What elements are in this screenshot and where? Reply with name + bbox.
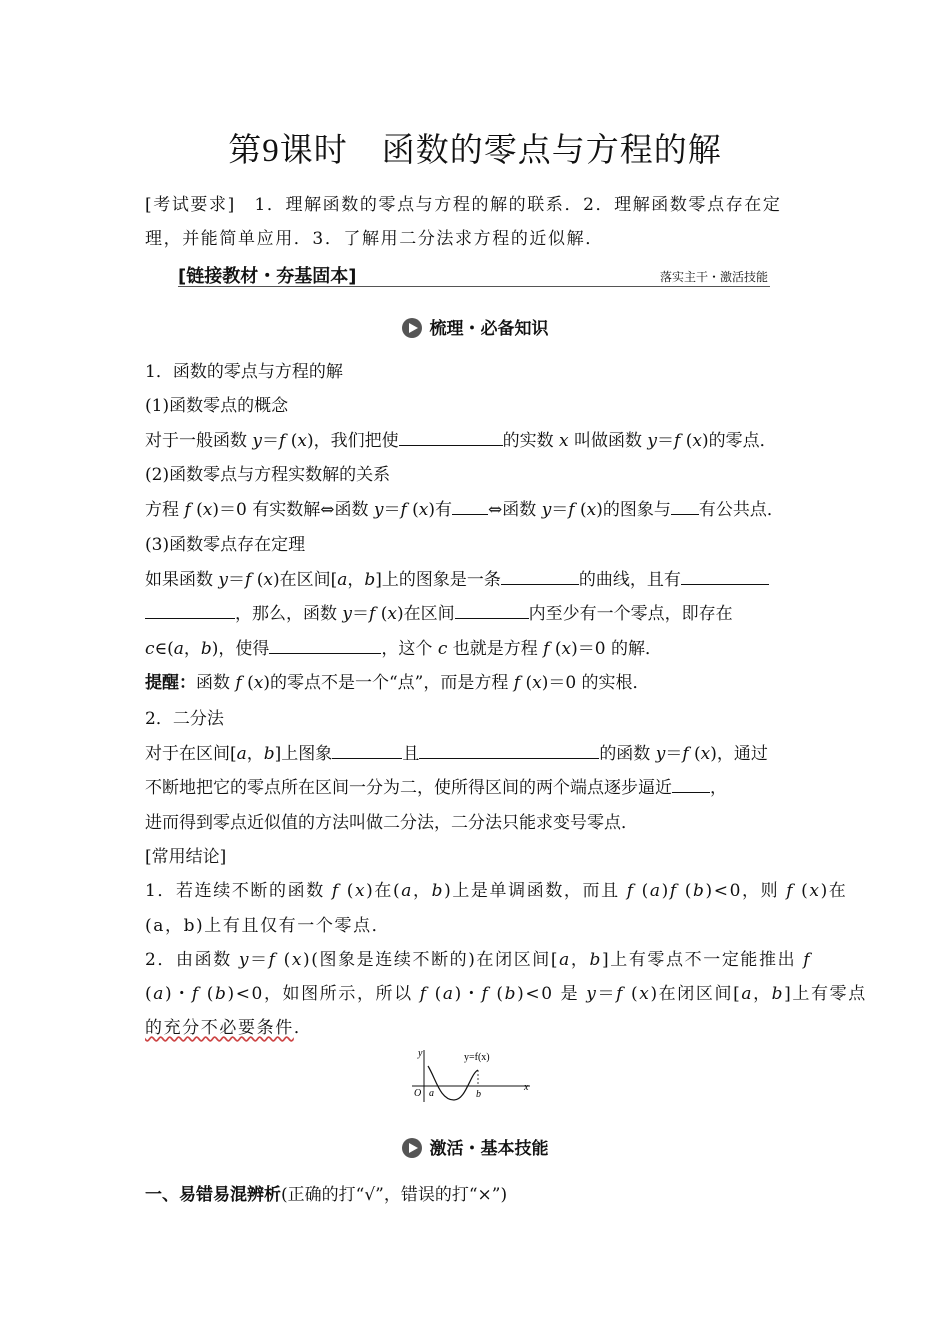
fill-blank [681,570,769,585]
reminder-line: 提醒：函数 f (x)的零点不是一个“点”，而是方程 f (x)＝0 的实根． [145,673,650,693]
x-axis-label: x [524,1082,529,1093]
heading-zero-and-solution: 1．函数的零点与方程的解 [145,362,343,382]
sub-heading-3: (3)函数零点存在定理 [145,535,306,555]
fill-blank [145,604,235,619]
y-axis-label: y [418,1048,423,1059]
curve [428,1066,478,1100]
fill-blank [332,744,402,759]
play-circle-icon [402,1138,422,1158]
conclusion-1-line-2: (a，b)上有且仅有一个零点． [145,916,391,936]
sub-heading-2: (2)函数零点与方程实数解的关系 [145,465,391,485]
fill-blank [501,570,579,585]
fill-blank [671,500,699,515]
conclusion-1-line-1: 1．若连续不断的函数 f (x)在(a，b)上是单调函数，而且 f (a)f (b)<0，则 f (x)在 [145,881,848,901]
banner-rule [178,286,770,287]
equivalence-line: 方程 f (x)＝0 有实数解⇔函数 y＝f (x)有 ⇔函数 y＝f (x)的图象与 有公共点． [145,500,784,520]
bisection-line-3: 进而得到零点近似值的方法叫做二分法，二分法只能求变号零点． [145,813,638,833]
heading-bisection: 2．二分法 [145,709,224,729]
play-circle-icon [402,318,422,338]
fill-blank [419,744,599,759]
section-banner [178,262,770,288]
banner-right: 落实主干・激活技能 [659,270,768,284]
function-graph [408,1044,538,1106]
theorem-line-2: ，那么，函数 y＝f (x)在区间 内至少有一个零点，即存在 [145,599,733,624]
fill-blank [455,604,529,619]
origin-label: O [414,1088,422,1099]
section-heading-knowledge: 梳理・必备知识 [0,314,950,339]
function-label: y=f(x) [464,1052,490,1063]
banner-left: [链接教材・夯基固本] [178,266,357,287]
bisection-line-2: 不断地把它的零点所在区间一分为二，使所得区间的两个端点逐步逼近 ， [145,778,727,798]
fill-blank [399,431,503,446]
conclusion-2-line-1: 2．由函数 y＝f (x)(图象是连续不断的)在闭区间[a，b]上有零点不一定能推出 f [145,950,812,970]
part-one-heading: 一、易错易混辨析(正确的打“√”，错误的打“×”) [145,1185,508,1205]
fill-blank [269,639,381,654]
fill-blank [452,500,488,515]
bisection-line-1: 对于在区间[a，b]上图象 且 的函数 y＝f (x)，通过 [145,744,768,764]
theorem-line-3: c∈(a，b)，使得 ，这个 c 也就是方程 f (x)＝0 的解． [145,639,662,659]
requirement-line-1: [考试要求] 1．理解函数的零点与方程的解的联系．2．理解函数零点存在定 [145,195,782,215]
zero-definition-line: 对于一般函数 y＝f (x)，我们把使 的实数 x 叫做函数 y＝f (x)的零点． [145,431,777,451]
theorem-line-1: 如果函数 y＝f (x)在区间[a，b]上的图象是一条 的曲线，且有 [145,565,769,590]
requirement-line-2: 理，并能简单应用．3．了解用二分法求方程的近似解． [145,229,604,249]
sub-heading-1: (1)函数零点的概念 [145,396,289,416]
conclusion-2-line-2: (a)・f (b)<0，如图所示，所以 f (a)・f (b)<0 是 y＝f (x)在闭区间[a，b]上有零点 [145,984,867,1004]
page-title: 第9课时 函数的零点与方程的解 [228,130,722,169]
a-label: a [429,1088,434,1099]
section-heading-skills: 激活・基本技能 [0,1134,950,1159]
conclusion-2-line-3: 的充分不必要条件． [145,1018,313,1038]
fill-blank [672,778,710,793]
common-conclusions-heading: [常用结论] [145,847,227,867]
b-label: b [476,1089,481,1100]
